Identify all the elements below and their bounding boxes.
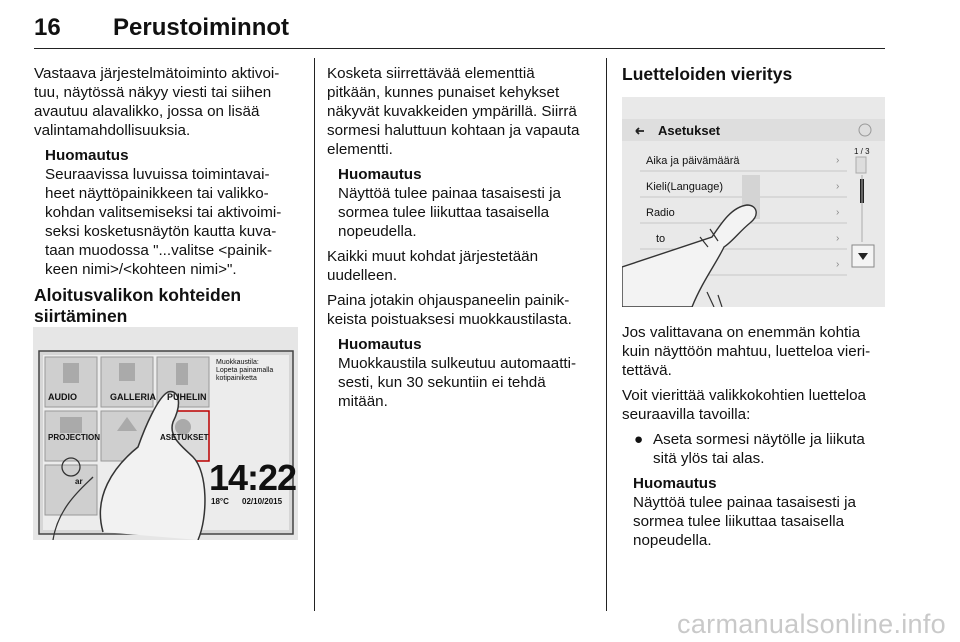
paragraph-move: Kosketa siirrettävää elementtiä pitkään, kunnes punaiset kehykset näkyvät kuvakkeiden ympärillä. Siirrä sormesi haluttuun kohtaan ja vapauta elementti. [327, 65, 580, 158]
paragraph-scroll: Jos valittavana on enemmän kohtia kuin näyttöön mahtuu, luetteloa vieri- tettävä. [622, 324, 871, 379]
list-item: Radio [646, 207, 675, 219]
column-3-text [622, 323, 892, 556]
page-title: Perustoiminnot [113, 14, 290, 41]
note-box: Huomautus Seuraavissa luvuissa toimintavai- heet näyttöpainikkeen tai valikko- kohdan valitsemiseksi tai aktivoimi- seksi kosketusnäytön kautta kuva- taan muodossa "...valitse <painik- keen nimi>/<kohteen nimi>". [34, 146, 310, 279]
tile-galleria-label: GALLERIA [110, 392, 156, 402]
paragraph-exit: Paina jotakin ohjauspaneelin painik- keista poistuaksesi muokkaustilasta. [327, 292, 572, 328]
note-box: Huomautus Näyttöä tulee painaa tasaisesti ja sormea tulee liikuttaa tasaisella nopeudella. [622, 474, 892, 550]
column-2 [327, 64, 603, 417]
bullet-item: ● Aseta sormesi näytölle ja liikuta sitä ylös tai alas. [634, 431, 865, 467]
note-title: Huomautus [338, 166, 422, 183]
note-box: Huomautus Muokkaustila sulkeutuu automaatti- sesti, kun 30 sekuntiin ei tehdä mitään. [327, 335, 603, 411]
svg-text:›: › [836, 155, 840, 166]
watermark: carmanualsonline.info [677, 609, 946, 639]
page-indicator: 1 / 3 [854, 147, 870, 156]
paragraph-reorder: Kaikki muut kohdat järjestetään uudelleen. [327, 248, 539, 284]
tile-puhelin-label: PUHELIN [167, 392, 207, 402]
paragraph-ways: Voit vierittää valikkokohtien luetteloa seuraavilla tavoilla: [622, 387, 866, 423]
note-title: Huomautus [633, 475, 717, 492]
temperature: 18°C [211, 497, 229, 506]
column-1 [34, 64, 310, 335]
section-heading: Aloitusvalikon kohteiden siirtäminen [34, 285, 242, 326]
intro-paragraph: Vastaava järjestelmätoiminto aktivoi- tuu, näytössä näkyy viesti tai siihen avautuu alavalikko, jossa on lisää valintamahdollisuuksia. [34, 65, 280, 139]
clock-time: 14:22 [209, 457, 297, 498]
date: 02/10/2015 [242, 497, 283, 506]
note-title: Huomautus [45, 147, 129, 164]
bullet-icon: ● [634, 431, 644, 448]
svg-text:›: › [836, 181, 840, 192]
list-item: Kieli(Language) [646, 181, 724, 193]
settings-list-illustration [622, 97, 885, 307]
svg-text:›: › [836, 233, 840, 244]
svg-text:›: › [836, 259, 840, 270]
tile-projection-label: PROJECTION [48, 433, 101, 442]
tile-audio-label: AUDIO [48, 392, 77, 402]
column-divider-2 [606, 58, 607, 611]
section-heading: Luetteloiden vieritys [622, 64, 793, 84]
svg-text:›: › [836, 207, 840, 218]
page-number: 16 [34, 14, 61, 41]
edit-mode-text: Muokkaustila: Lopeta painamalla kotipainiketta [216, 359, 274, 382]
note-box: Huomautus Näyttöä tulee painaa tasaisesti ja sormea tulee liikuttaa tasaisella nopeudella. [327, 165, 603, 241]
header-rule [34, 48, 885, 49]
tile-asetukset-label: ASETUKSET [160, 433, 209, 442]
column-divider-1 [314, 58, 315, 611]
list-item: to [656, 233, 666, 245]
note-title: Huomautus [338, 336, 422, 353]
list-item: Aika ja päivämäärä [646, 155, 740, 167]
home-screen-illustration [33, 327, 298, 540]
tile-partial-label: ar [75, 477, 83, 486]
screen-title: Asetukset [658, 123, 721, 138]
